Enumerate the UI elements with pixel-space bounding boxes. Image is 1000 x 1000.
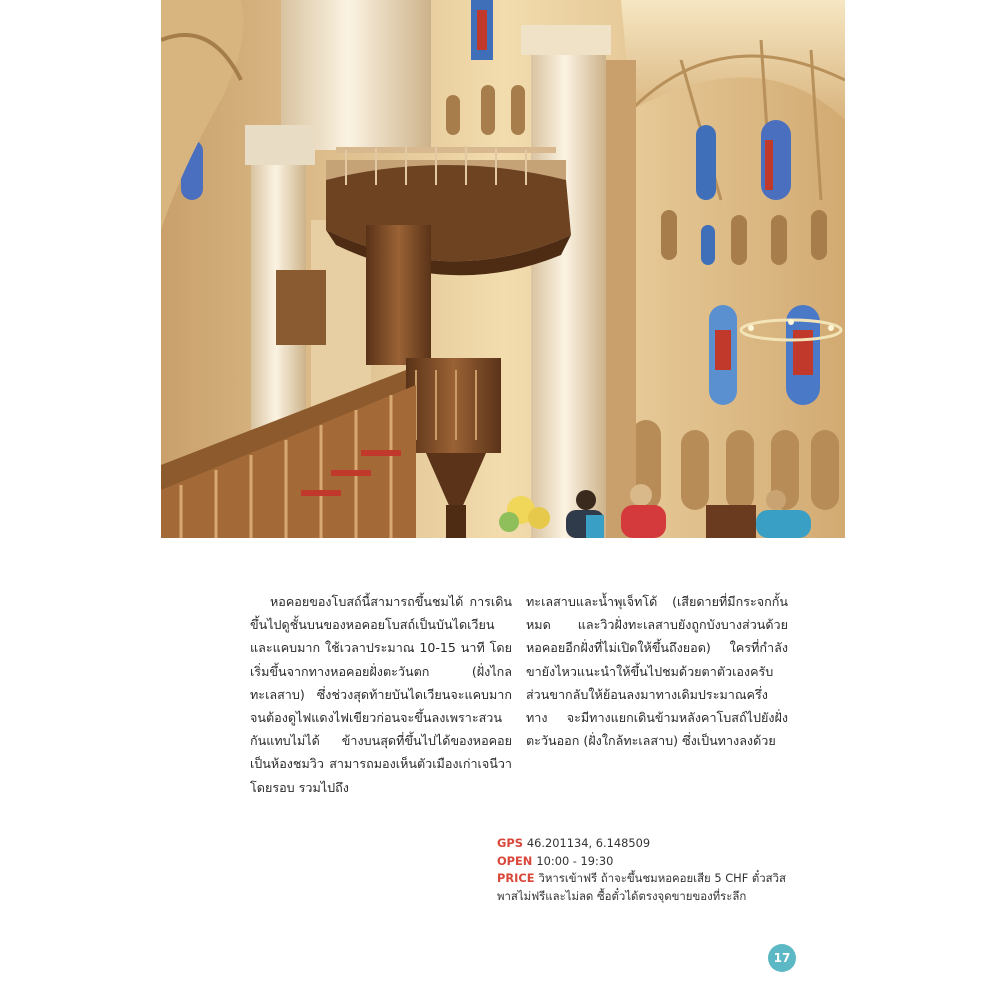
price-label: PRICE (497, 871, 535, 885)
gps-row (497, 835, 787, 853)
visitor-info-box (497, 835, 787, 905)
pulpit-back-panel (366, 225, 431, 365)
price-row (497, 870, 787, 905)
gps-value: 46.201134, 6.148509 (526, 836, 651, 850)
pulpit-canopy (326, 146, 571, 275)
article-right-column: ทะเลสาบและน้ำพุเจ็ทโด้ (เสียดายที่มีกระจกกั้นหมด และวิวฝั่งทะเลสาบยังถูกบังบางส่วนด้วยหอคอยอีกฝั่งที่ไม่เปิดให้ขึ้นถึงยอด) ใครที่กำลังขายังไหวแนะนำให้ขึ้นไปชมด้วยตาตัวเองครับ ส่วนขากลับให้ย้อนลงมาทางเดิมประมาณครึ่งทาง จะมีทางแยกเดินข้ามหลังคาโบสถ์ไปยังฝั่งตะวันออก (ฝั่งใกล้ทะเลสาบ) ซึ่งเป็นทางลงด้วย (526, 594, 788, 749)
gps-label: GPS (497, 836, 523, 850)
open-value: 10:00 - 19:30 (536, 853, 614, 868)
cathedral-illustration (161, 0, 845, 538)
open-row (497, 853, 787, 871)
cathedral-photo (161, 0, 845, 538)
article-left-column: หอคอยของโบสถ์นี้สามารถขึ้นชมได้ การเดินขึ้นไปดูชั้นบนของหอคอยโบสถ์เป็นบันไดเวียนและแคบมาก ใช้เวลาประมาณ 10-15 นาที โดยเริ่มขึ้นจากทางหอคอยฝั่งตะวันตก (ฝั่งไกลทะเลสาบ) ซึ่งช่วงสุดท้ายบันไดเวียนจะแคบมากจนต้องดูไฟแดงไฟเขียวก่อนจะขึ้นลงเพราะสวนกันแทบไม่ได้ ข้างบนสุดที่ขึ้นไปได้ของหอคอยเป็นห้องชมวิว สามารถมองเห็นตัวเมืองเก่าเจนีวาโดยรอบ รวมไปถึง (250, 594, 512, 795)
page-number-badge: 17 (768, 944, 796, 972)
price-value: วิหารเข้าฟรี ถ้าจะขึ้นชมหอคอยเสีย 5 CHF ตั๋วสวิสพาสไม่ฟรีและไม่ลด ซื้อตั๋วได้ตรงจุดขายของที่ระลึก (497, 871, 786, 903)
open-label: OPEN (497, 853, 533, 868)
stone-pillar (531, 40, 606, 538)
